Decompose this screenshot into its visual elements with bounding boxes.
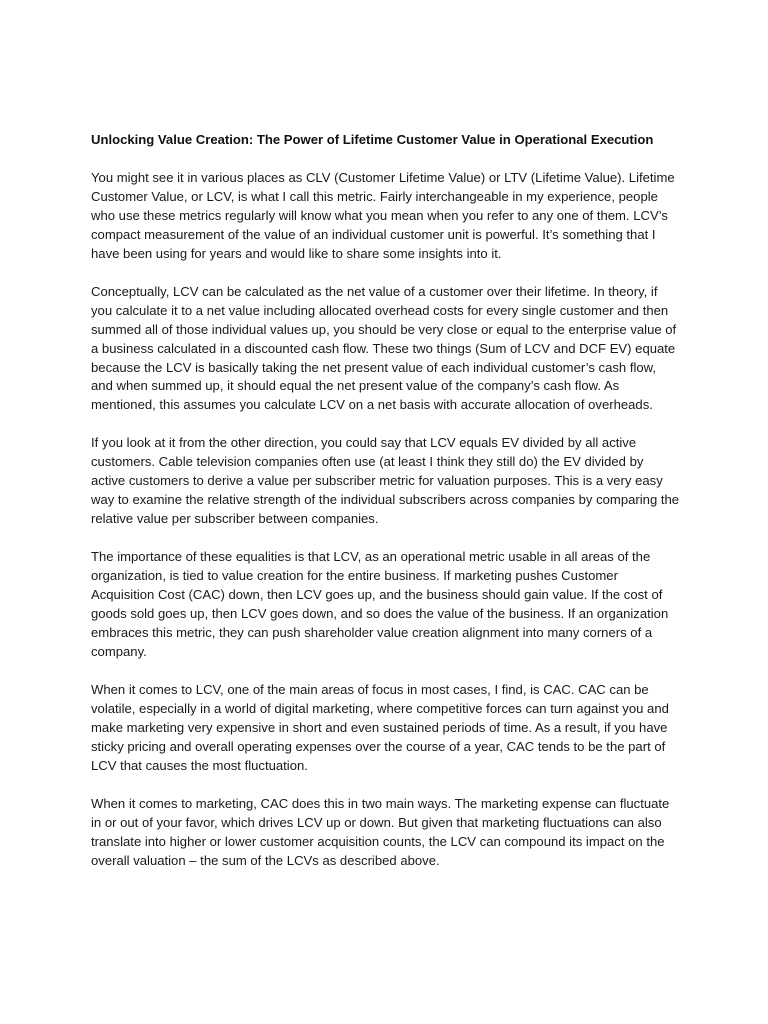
paragraph-2: Conceptually, LCV can be calculated as the net value of a customer over their lifetime. In theory, if you calculate it to a net value including allocated overhead costs for every single customer and then summed all of those individual values up, you should be very close or equal to the enterprise value of a business calculated in a discounted cash flow. These two things (Sum of LCV and DCF EV) equate because the LCV is basically taking the net present value of each individual customer’s cash flow, and when summed up, it should equal the net present value of the company’s cash flow. As mentioned, this assumes you calculate LCV on a net basis with accurate allocation of overheads. [91, 283, 677, 413]
document-body [91, 131, 681, 870]
document-title: Unlocking Value Creation: The Power of Lifetime Customer Value in Operational Execution [91, 132, 654, 147]
paragraph-6: When it comes to marketing, CAC does this in two main ways. The marketing expense can fluctuate in or out of your favor, which drives LCV up or down. But given that marketing fluctuations can also translate into higher or lower customer acquisition counts, the LCV can compound its impact on the overall valuation – the sum of the LCVs as described above. [91, 795, 670, 868]
paragraph-1: You might see it in various places as CLV (Customer Lifetime Value) or LTV (Lifetime Value). Lifetime Customer Value, or LCV, is what I call this metric. Fairly interchangeable in my experience, people who use these metrics regularly will know what you mean when you refer to any one of them. LCV’s compact measurement of the value of an individual customer unit is powerful. It’s something that I have been using for years and would like to share some insights into it. [91, 169, 675, 261]
paragraph-3: If you look at it from the other direction, you could say that LCV equals EV divided by all active customers. Cable television companies often use (at least I think they still do) the EV divided by active customers to derive a value per subscriber metric for valuation purposes. This is a very easy way to examine the relative strength of the individual subscribers across companies by comparing the relative value per subscriber between companies. [91, 435, 680, 527]
paragraph-4: The importance of these equalities is that LCV, as an operational metric usable in all areas of the organization, is tied to value creation for the entire business. If marketing pushes Customer Acquisition Cost (CAC) down, then LCV goes up, and the business should gain value. If the cost of goods sold goes up, then LCV goes down, and so does the value of the business. If an organization embraces this metric, they can push shareholder value creation alignment into many corners of a company. [91, 549, 669, 659]
paragraph-5: When it comes to LCV, one of the main areas of focus in most cases, I find, is CAC. CAC can be volatile, especially in a world of digital marketing, where competitive forces can turn against you and make marketing very expensive in short and even sustained periods of time. As a result, if you have sticky pricing and overall operating expenses over the course of a year, CAC tends to be the part of LCV that causes the most fluctuation. [91, 681, 669, 773]
